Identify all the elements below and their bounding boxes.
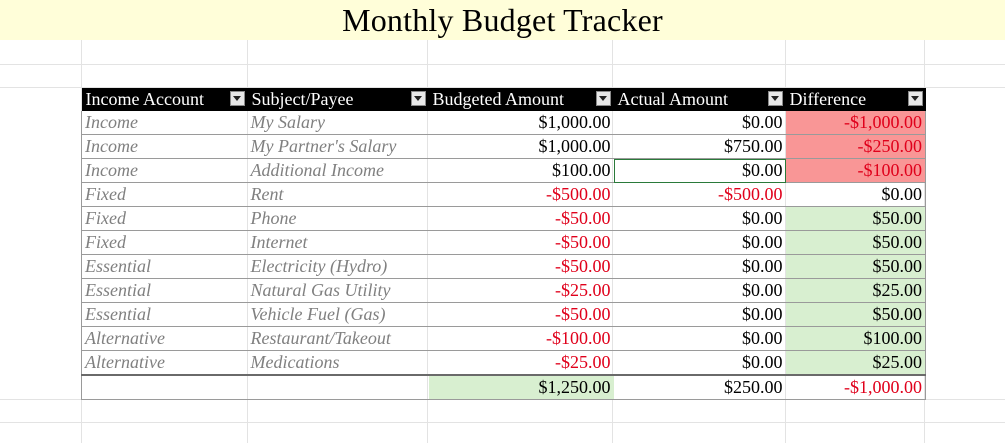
table-row <box>82 231 926 255</box>
table-row <box>82 279 926 303</box>
total-budgeted-cell[interactable]: $1,250.00 <box>429 375 614 400</box>
difference-cell[interactable]: $50.00 <box>786 255 926 279</box>
difference-cell[interactable]: $25.00 <box>786 279 926 303</box>
account-cell[interactable]: Alternative <box>82 327 248 351</box>
budgeted-cell[interactable]: -$50.00 <box>429 207 614 231</box>
title-band <box>0 0 1005 40</box>
table-row <box>82 159 926 183</box>
difference-cell[interactable]: $50.00 <box>786 207 926 231</box>
filter-dropdown-icon[interactable] <box>596 91 611 106</box>
difference-cell[interactable]: -$250.00 <box>786 135 926 159</box>
account-cell[interactable]: Income <box>82 135 248 159</box>
table-row <box>82 135 926 159</box>
payee-cell[interactable]: Medications <box>248 351 429 376</box>
totals-account-cell[interactable] <box>82 375 248 400</box>
table-row <box>82 111 926 135</box>
table-row <box>82 255 926 279</box>
header-row <box>82 88 926 111</box>
difference-cell[interactable]: -$100.00 <box>786 159 926 183</box>
actual-cell[interactable]: $0.00 <box>614 255 786 279</box>
actual-cell-selected[interactable]: $0.00 <box>614 159 786 183</box>
actual-cell[interactable]: $0.00 <box>614 111 786 135</box>
payee-cell[interactable]: Additional Income <box>248 159 429 183</box>
actual-cell[interactable]: $0.00 <box>614 327 786 351</box>
table-row <box>82 183 926 207</box>
filter-dropdown-icon[interactable] <box>768 91 783 106</box>
table-row <box>82 351 926 376</box>
actual-cell[interactable]: $0.00 <box>614 207 786 231</box>
account-cell[interactable]: Fixed <box>82 183 248 207</box>
payee-cell[interactable]: Internet <box>248 231 429 255</box>
budgeted-cell[interactable]: -$500.00 <box>429 183 614 207</box>
difference-cell[interactable]: $50.00 <box>786 303 926 327</box>
actual-cell[interactable]: $750.00 <box>614 135 786 159</box>
filter-dropdown-icon[interactable] <box>230 91 245 106</box>
budget-table <box>81 88 926 400</box>
actual-cell[interactable]: $0.00 <box>614 279 786 303</box>
account-cell[interactable]: Income <box>82 111 248 135</box>
actual-cell[interactable]: $0.00 <box>614 231 786 255</box>
actual-cell[interactable]: $0.00 <box>614 303 786 327</box>
column-header-budgeted-amount: Budgeted Amount <box>429 88 614 111</box>
payee-cell[interactable]: Rent <box>248 183 429 207</box>
table-row <box>82 303 926 327</box>
totals-payee-cell[interactable] <box>248 375 429 400</box>
budgeted-cell[interactable]: -$50.00 <box>429 303 614 327</box>
payee-cell[interactable]: Restaurant/Takeout <box>248 327 429 351</box>
difference-cell[interactable]: -$1,000.00 <box>786 111 926 135</box>
account-cell[interactable]: Fixed <box>82 207 248 231</box>
table-row <box>82 207 926 231</box>
column-header-actual-amount: Actual Amount <box>614 88 786 111</box>
account-cell[interactable]: Essential <box>82 303 248 327</box>
actual-cell[interactable]: $0.00 <box>614 351 786 376</box>
account-cell[interactable]: Essential <box>82 255 248 279</box>
total-difference-cell[interactable]: -$1,000.00 <box>786 375 926 400</box>
budgeted-cell[interactable]: $1,000.00 <box>429 111 614 135</box>
difference-cell[interactable]: $100.00 <box>786 327 926 351</box>
payee-cell[interactable]: Electricity (Hydro) <box>248 255 429 279</box>
column-header-income-account: Income Account <box>82 88 248 111</box>
column-header-subject-payee: Subject/Payee <box>248 88 429 111</box>
difference-cell[interactable]: $25.00 <box>786 351 926 376</box>
filter-dropdown-icon[interactable] <box>411 91 426 106</box>
budgeted-cell[interactable]: $1,000.00 <box>429 135 614 159</box>
budgeted-cell[interactable]: -$25.00 <box>429 351 614 376</box>
account-cell[interactable]: Alternative <box>82 351 248 376</box>
total-actual-cell[interactable]: $250.00 <box>614 375 786 400</box>
difference-cell[interactable]: $0.00 <box>786 183 926 207</box>
payee-cell[interactable]: My Partner's Salary <box>248 135 429 159</box>
difference-cell[interactable]: $50.00 <box>786 231 926 255</box>
budgeted-cell[interactable]: -$100.00 <box>429 327 614 351</box>
budgeted-cell[interactable]: -$25.00 <box>429 279 614 303</box>
payee-cell[interactable]: Phone <box>248 207 429 231</box>
actual-cell[interactable]: -$500.00 <box>614 183 786 207</box>
budgeted-cell[interactable]: -$50.00 <box>429 231 614 255</box>
filter-dropdown-icon[interactable] <box>908 91 923 106</box>
account-cell[interactable]: Income <box>82 159 248 183</box>
payee-cell[interactable]: My Salary <box>248 111 429 135</box>
account-cell[interactable]: Fixed <box>82 231 248 255</box>
payee-cell[interactable]: Natural Gas Utility <box>248 279 429 303</box>
account-cell[interactable]: Essential <box>82 279 248 303</box>
budgeted-cell[interactable]: -$50.00 <box>429 255 614 279</box>
budgeted-cell[interactable]: $100.00 <box>429 159 614 183</box>
column-header-difference: Difference <box>786 88 926 111</box>
page-title: Monthly Budget Tracker <box>342 1 663 38</box>
totals-row <box>82 375 926 400</box>
table-row <box>82 327 926 351</box>
payee-cell[interactable]: Vehicle Fuel (Gas) <box>248 303 429 327</box>
